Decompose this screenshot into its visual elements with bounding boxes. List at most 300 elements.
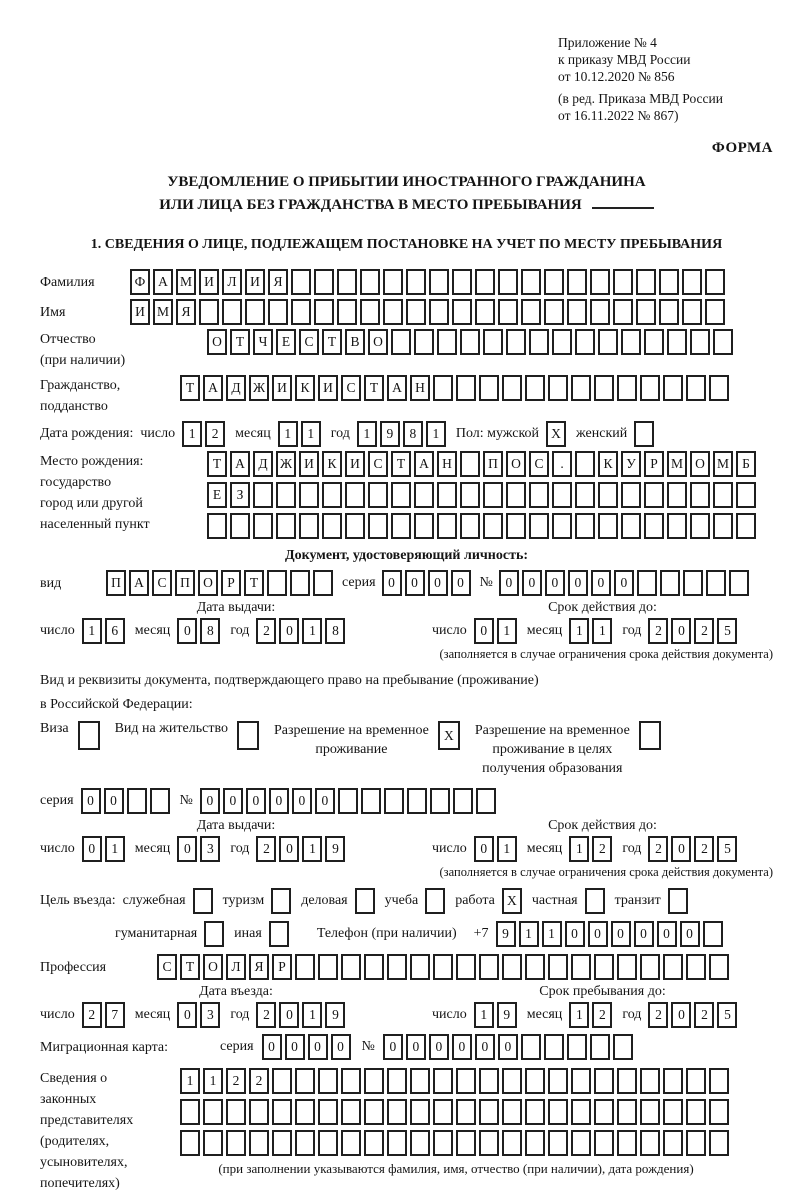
char-cell[interactable]	[368, 482, 388, 508]
char-cell[interactable]	[407, 788, 427, 814]
char-cell[interactable]	[686, 1099, 706, 1125]
char-cell[interactable]: 0	[671, 836, 691, 862]
char-cell[interactable]: Т	[180, 954, 200, 980]
char-cell[interactable]	[345, 513, 365, 539]
char-cell[interactable]: 2	[256, 836, 276, 862]
char-cell[interactable]: И	[345, 451, 365, 477]
char-cell[interactable]: 0	[565, 921, 585, 947]
char-cell[interactable]	[295, 1130, 315, 1156]
char-cell[interactable]	[437, 482, 457, 508]
char-cell[interactable]	[705, 299, 725, 325]
char-cell[interactable]	[498, 269, 518, 295]
char-cell[interactable]	[387, 1068, 407, 1094]
checkbox-male[interactable]	[546, 421, 569, 447]
char-cell[interactable]	[479, 954, 499, 980]
char-cell[interactable]	[571, 954, 591, 980]
char-cell[interactable]	[525, 375, 545, 401]
char-cell[interactable]	[290, 570, 310, 596]
char-cell[interactable]	[364, 1130, 384, 1156]
char-cell[interactable]	[384, 788, 404, 814]
char-cell[interactable]: Н	[410, 375, 430, 401]
char-cell[interactable]: О	[198, 570, 218, 596]
char-cell[interactable]: 1	[105, 836, 125, 862]
char-cell[interactable]	[345, 482, 365, 508]
char-cell[interactable]: 1	[357, 421, 377, 447]
char-cell[interactable]: С	[529, 451, 549, 477]
char-cell[interactable]	[598, 513, 618, 539]
char-cell[interactable]	[272, 1130, 292, 1156]
char-cell[interactable]	[253, 513, 273, 539]
char-cell[interactable]: X	[546, 421, 566, 447]
char-cell[interactable]	[406, 269, 426, 295]
char-cell[interactable]	[709, 375, 729, 401]
char-cell[interactable]: 0	[279, 618, 299, 644]
char-cell[interactable]	[590, 1034, 610, 1060]
char-cell[interactable]	[322, 482, 342, 508]
char-cell[interactable]	[437, 513, 457, 539]
char-cell[interactable]	[617, 1130, 637, 1156]
char-cell[interactable]: 9	[325, 836, 345, 862]
char-cell[interactable]: 1	[519, 921, 539, 947]
char-cell[interactable]: А	[203, 375, 223, 401]
char-cell[interactable]: 1	[569, 1002, 589, 1028]
char-cell[interactable]	[637, 570, 657, 596]
char-cell[interactable]	[479, 1130, 499, 1156]
char-cell[interactable]	[364, 1099, 384, 1125]
char-cell[interactable]: Ч	[253, 329, 273, 355]
char-cell[interactable]: О	[207, 329, 227, 355]
char-cell[interactable]	[414, 513, 434, 539]
char-cell[interactable]	[585, 888, 605, 914]
char-cell[interactable]: 0	[177, 1002, 197, 1028]
checkbox-transit[interactable]	[668, 888, 691, 914]
char-cell[interactable]: 1	[497, 618, 517, 644]
char-cell[interactable]	[433, 1099, 453, 1125]
char-cell[interactable]	[613, 269, 633, 295]
char-cell[interactable]: 2	[648, 1002, 668, 1028]
checkbox-female[interactable]	[634, 421, 657, 447]
char-cell[interactable]	[613, 299, 633, 325]
char-cell[interactable]: 0	[246, 788, 266, 814]
char-cell[interactable]: 0	[671, 618, 691, 644]
char-cell[interactable]	[659, 299, 679, 325]
char-cell[interactable]	[456, 954, 476, 980]
char-cell[interactable]	[222, 299, 242, 325]
char-cell[interactable]: П	[106, 570, 126, 596]
char-cell[interactable]	[391, 482, 411, 508]
char-cell[interactable]: 0	[223, 788, 243, 814]
char-cell[interactable]: И	[245, 269, 265, 295]
char-cell[interactable]	[703, 921, 723, 947]
char-cell[interactable]: О	[690, 451, 710, 477]
char-cell[interactable]: 0	[591, 570, 611, 596]
char-cell[interactable]: 1	[542, 921, 562, 947]
char-cell[interactable]: 2	[256, 618, 276, 644]
char-cell[interactable]	[682, 269, 702, 295]
char-cell[interactable]	[276, 513, 296, 539]
char-cell[interactable]: 0	[657, 921, 677, 947]
char-cell[interactable]: X	[438, 721, 460, 750]
checkbox-official[interactable]	[193, 888, 216, 914]
char-cell[interactable]	[594, 1130, 614, 1156]
char-cell[interactable]: 6	[105, 618, 125, 644]
char-cell[interactable]	[736, 482, 756, 508]
char-cell[interactable]	[360, 269, 380, 295]
char-cell[interactable]: М	[667, 451, 687, 477]
char-cell[interactable]	[203, 1130, 223, 1156]
char-cell[interactable]: Л	[226, 954, 246, 980]
char-cell[interactable]: 0	[315, 788, 335, 814]
char-cell[interactable]	[598, 329, 618, 355]
char-cell[interactable]	[502, 1099, 522, 1125]
char-cell[interactable]	[502, 954, 522, 980]
char-cell[interactable]	[640, 1130, 660, 1156]
char-cell[interactable]: 2	[648, 836, 668, 862]
char-cell[interactable]	[709, 954, 729, 980]
char-cell[interactable]	[525, 1099, 545, 1125]
char-cell[interactable]: М	[176, 269, 196, 295]
char-cell[interactable]	[341, 1068, 361, 1094]
char-cell[interactable]: 0	[82, 836, 102, 862]
char-cell[interactable]	[410, 1068, 430, 1094]
char-cell[interactable]	[617, 1068, 637, 1094]
char-cell[interactable]: 1	[180, 1068, 200, 1094]
char-cell[interactable]	[295, 954, 315, 980]
char-cell[interactable]: 2	[592, 836, 612, 862]
char-cell[interactable]: К	[322, 451, 342, 477]
char-cell[interactable]: 1	[182, 421, 202, 447]
char-cell[interactable]	[552, 513, 572, 539]
char-cell[interactable]	[203, 1099, 223, 1125]
char-cell[interactable]	[429, 299, 449, 325]
char-cell[interactable]: 1	[426, 421, 446, 447]
char-cell[interactable]	[299, 482, 319, 508]
char-cell[interactable]: 0	[614, 570, 634, 596]
char-cell[interactable]	[269, 921, 289, 947]
char-cell[interactable]: П	[483, 451, 503, 477]
char-cell[interactable]	[410, 954, 430, 980]
char-cell[interactable]: Р	[644, 451, 664, 477]
char-cell[interactable]: 3	[200, 836, 220, 862]
char-cell[interactable]	[548, 375, 568, 401]
char-cell[interactable]	[690, 329, 710, 355]
char-cell[interactable]: У	[621, 451, 641, 477]
char-cell[interactable]: 2	[592, 1002, 612, 1028]
char-cell[interactable]: 0	[308, 1034, 328, 1060]
char-cell[interactable]: 9	[497, 1002, 517, 1028]
char-cell[interactable]	[433, 375, 453, 401]
char-cell[interactable]	[682, 299, 702, 325]
char-cell[interactable]	[460, 482, 480, 508]
char-cell[interactable]	[571, 375, 591, 401]
char-cell[interactable]: 9	[496, 921, 516, 947]
char-cell[interactable]: 0	[475, 1034, 495, 1060]
char-cell[interactable]	[686, 375, 706, 401]
char-cell[interactable]: 0	[279, 836, 299, 862]
char-cell[interactable]	[525, 954, 545, 980]
char-cell[interactable]	[544, 1034, 564, 1060]
char-cell[interactable]: 0	[406, 1034, 426, 1060]
char-cell[interactable]: Ж	[249, 375, 269, 401]
char-cell[interactable]: Ф	[130, 269, 150, 295]
char-cell[interactable]	[525, 1068, 545, 1094]
char-cell[interactable]	[713, 513, 733, 539]
char-cell[interactable]	[640, 1068, 660, 1094]
char-cell[interactable]: 0	[382, 570, 402, 596]
char-cell[interactable]: Т	[244, 570, 264, 596]
char-cell[interactable]	[453, 788, 473, 814]
char-cell[interactable]: Т	[391, 451, 411, 477]
char-cell[interactable]: А	[387, 375, 407, 401]
char-cell[interactable]: И	[299, 451, 319, 477]
char-cell[interactable]	[617, 954, 637, 980]
char-cell[interactable]	[575, 482, 595, 508]
char-cell[interactable]: 1	[302, 1002, 322, 1028]
char-cell[interactable]	[318, 954, 338, 980]
char-cell[interactable]	[621, 482, 641, 508]
char-cell[interactable]	[639, 721, 661, 750]
char-cell[interactable]: 0	[588, 921, 608, 947]
char-cell[interactable]	[575, 329, 595, 355]
char-cell[interactable]	[663, 1068, 683, 1094]
char-cell[interactable]	[207, 513, 227, 539]
char-cell[interactable]	[529, 329, 549, 355]
char-cell[interactable]	[594, 1099, 614, 1125]
char-cell[interactable]	[338, 788, 358, 814]
char-cell[interactable]	[498, 299, 518, 325]
char-cell[interactable]: .	[552, 451, 572, 477]
char-cell[interactable]	[460, 513, 480, 539]
char-cell[interactable]	[613, 1034, 633, 1060]
char-cell[interactable]: 0	[428, 570, 448, 596]
char-cell[interactable]	[567, 299, 587, 325]
char-cell[interactable]: О	[506, 451, 526, 477]
char-cell[interactable]	[713, 482, 733, 508]
char-cell[interactable]: Т	[364, 375, 384, 401]
char-cell[interactable]	[199, 299, 219, 325]
char-cell[interactable]: К	[598, 451, 618, 477]
char-cell[interactable]	[502, 375, 522, 401]
char-cell[interactable]	[226, 1099, 246, 1125]
char-cell[interactable]	[634, 421, 654, 447]
char-cell[interactable]: П	[175, 570, 195, 596]
char-cell[interactable]	[291, 299, 311, 325]
char-cell[interactable]: В	[345, 329, 365, 355]
char-cell[interactable]	[479, 1068, 499, 1094]
char-cell[interactable]	[452, 299, 472, 325]
char-cell[interactable]: С	[368, 451, 388, 477]
char-cell[interactable]: 1	[302, 836, 322, 862]
char-cell[interactable]: 0	[269, 788, 289, 814]
char-cell[interactable]: 0	[634, 921, 654, 947]
char-cell[interactable]	[644, 329, 664, 355]
char-cell[interactable]	[667, 329, 687, 355]
char-cell[interactable]	[456, 1099, 476, 1125]
char-cell[interactable]: 9	[380, 421, 400, 447]
char-cell[interactable]	[322, 513, 342, 539]
char-cell[interactable]: 2	[648, 618, 668, 644]
char-cell[interactable]: 0	[498, 1034, 518, 1060]
char-cell[interactable]	[78, 721, 100, 750]
char-cell[interactable]: Т	[322, 329, 342, 355]
char-cell[interactable]	[617, 375, 637, 401]
checkbox-temp-permit[interactable]	[438, 721, 463, 750]
char-cell[interactable]: 0	[545, 570, 565, 596]
char-cell[interactable]	[548, 954, 568, 980]
char-cell[interactable]: Н	[437, 451, 457, 477]
char-cell[interactable]	[571, 1068, 591, 1094]
char-cell[interactable]: 0	[81, 788, 101, 814]
char-cell[interactable]: Я	[176, 299, 196, 325]
char-cell[interactable]: Р	[272, 954, 292, 980]
char-cell[interactable]	[360, 299, 380, 325]
char-cell[interactable]: К	[295, 375, 315, 401]
char-cell[interactable]	[314, 269, 334, 295]
char-cell[interactable]	[437, 329, 457, 355]
char-cell[interactable]	[253, 482, 273, 508]
char-cell[interactable]	[502, 1130, 522, 1156]
char-cell[interactable]	[544, 269, 564, 295]
checkbox-visa[interactable]	[78, 721, 103, 750]
char-cell[interactable]	[410, 1099, 430, 1125]
char-cell[interactable]: 1	[497, 836, 517, 862]
char-cell[interactable]	[460, 451, 480, 477]
char-cell[interactable]	[663, 1130, 683, 1156]
char-cell[interactable]	[452, 269, 472, 295]
char-cell[interactable]: И	[318, 375, 338, 401]
char-cell[interactable]	[430, 788, 450, 814]
char-cell[interactable]: 0	[474, 618, 494, 644]
checkbox-business[interactable]	[355, 888, 378, 914]
char-cell[interactable]	[548, 1130, 568, 1156]
char-cell[interactable]	[529, 482, 549, 508]
char-cell[interactable]: Т	[180, 375, 200, 401]
checkbox-other[interactable]	[269, 921, 292, 947]
char-cell[interactable]	[150, 788, 170, 814]
char-cell[interactable]	[387, 1130, 407, 1156]
char-cell[interactable]	[690, 513, 710, 539]
char-cell[interactable]	[663, 954, 683, 980]
char-cell[interactable]	[660, 570, 680, 596]
char-cell[interactable]: 5	[717, 836, 737, 862]
char-cell[interactable]	[705, 269, 725, 295]
char-cell[interactable]	[706, 570, 726, 596]
checkbox-humanitarian[interactable]	[204, 921, 227, 947]
checkbox-tourism[interactable]	[271, 888, 294, 914]
char-cell[interactable]: 2	[205, 421, 225, 447]
char-cell[interactable]	[521, 269, 541, 295]
char-cell[interactable]	[475, 269, 495, 295]
char-cell[interactable]	[383, 269, 403, 295]
char-cell[interactable]	[337, 299, 357, 325]
char-cell[interactable]	[552, 329, 572, 355]
char-cell[interactable]	[429, 269, 449, 295]
char-cell[interactable]	[663, 1099, 683, 1125]
char-cell[interactable]: С	[157, 954, 177, 980]
char-cell[interactable]: 0	[292, 788, 312, 814]
char-cell[interactable]: Е	[207, 482, 227, 508]
char-cell[interactable]	[636, 269, 656, 295]
char-cell[interactable]	[456, 1068, 476, 1094]
char-cell[interactable]	[414, 329, 434, 355]
char-cell[interactable]	[548, 1068, 568, 1094]
char-cell[interactable]: 2	[694, 836, 714, 862]
char-cell[interactable]: И	[130, 299, 150, 325]
char-cell[interactable]: 0	[451, 570, 471, 596]
char-cell[interactable]	[621, 513, 641, 539]
char-cell[interactable]	[575, 513, 595, 539]
checkbox-study[interactable]	[425, 888, 448, 914]
char-cell[interactable]: 0	[262, 1034, 282, 1060]
char-cell[interactable]	[479, 1099, 499, 1125]
char-cell[interactable]: 0	[429, 1034, 449, 1060]
char-cell[interactable]	[659, 269, 679, 295]
char-cell[interactable]	[410, 1130, 430, 1156]
char-cell[interactable]	[544, 299, 564, 325]
char-cell[interactable]	[341, 1099, 361, 1125]
char-cell[interactable]	[571, 1099, 591, 1125]
char-cell[interactable]	[567, 269, 587, 295]
char-cell[interactable]: И	[272, 375, 292, 401]
char-cell[interactable]: А	[230, 451, 250, 477]
char-cell[interactable]	[663, 375, 683, 401]
char-cell[interactable]	[230, 513, 250, 539]
char-cell[interactable]: С	[152, 570, 172, 596]
char-cell[interactable]	[291, 269, 311, 295]
char-cell[interactable]	[406, 299, 426, 325]
char-cell[interactable]	[483, 513, 503, 539]
char-cell[interactable]: 0	[499, 570, 519, 596]
char-cell[interactable]	[521, 1034, 541, 1060]
char-cell[interactable]: 9	[325, 1002, 345, 1028]
char-cell[interactable]: А	[153, 269, 173, 295]
char-cell[interactable]	[506, 329, 526, 355]
char-cell[interactable]: 0	[279, 1002, 299, 1028]
char-cell[interactable]	[337, 269, 357, 295]
char-cell[interactable]	[525, 1130, 545, 1156]
char-cell[interactable]	[249, 1099, 269, 1125]
char-cell[interactable]	[460, 329, 480, 355]
char-cell[interactable]	[686, 1068, 706, 1094]
char-cell[interactable]	[644, 482, 664, 508]
char-cell[interactable]	[249, 1130, 269, 1156]
char-cell[interactable]	[271, 888, 291, 914]
char-cell[interactable]	[594, 1068, 614, 1094]
char-cell[interactable]	[636, 299, 656, 325]
char-cell[interactable]: С	[341, 375, 361, 401]
char-cell[interactable]	[272, 1068, 292, 1094]
char-cell[interactable]: 5	[717, 1002, 737, 1028]
char-cell[interactable]	[272, 1099, 292, 1125]
char-cell[interactable]	[318, 1130, 338, 1156]
char-cell[interactable]: 1	[203, 1068, 223, 1094]
char-cell[interactable]: 0	[285, 1034, 305, 1060]
char-cell[interactable]: Р	[221, 570, 241, 596]
char-cell[interactable]	[621, 329, 641, 355]
char-cell[interactable]: 0	[452, 1034, 472, 1060]
char-cell[interactable]: 0	[522, 570, 542, 596]
char-cell[interactable]	[590, 299, 610, 325]
char-cell[interactable]	[690, 482, 710, 508]
char-cell[interactable]: Д	[253, 451, 273, 477]
char-cell[interactable]	[387, 1099, 407, 1125]
char-cell[interactable]	[245, 299, 265, 325]
char-cell[interactable]: 8	[403, 421, 423, 447]
char-cell[interactable]: 1	[592, 618, 612, 644]
char-cell[interactable]: 0	[680, 921, 700, 947]
char-cell[interactable]: 0	[177, 618, 197, 644]
char-cell[interactable]	[204, 921, 224, 947]
